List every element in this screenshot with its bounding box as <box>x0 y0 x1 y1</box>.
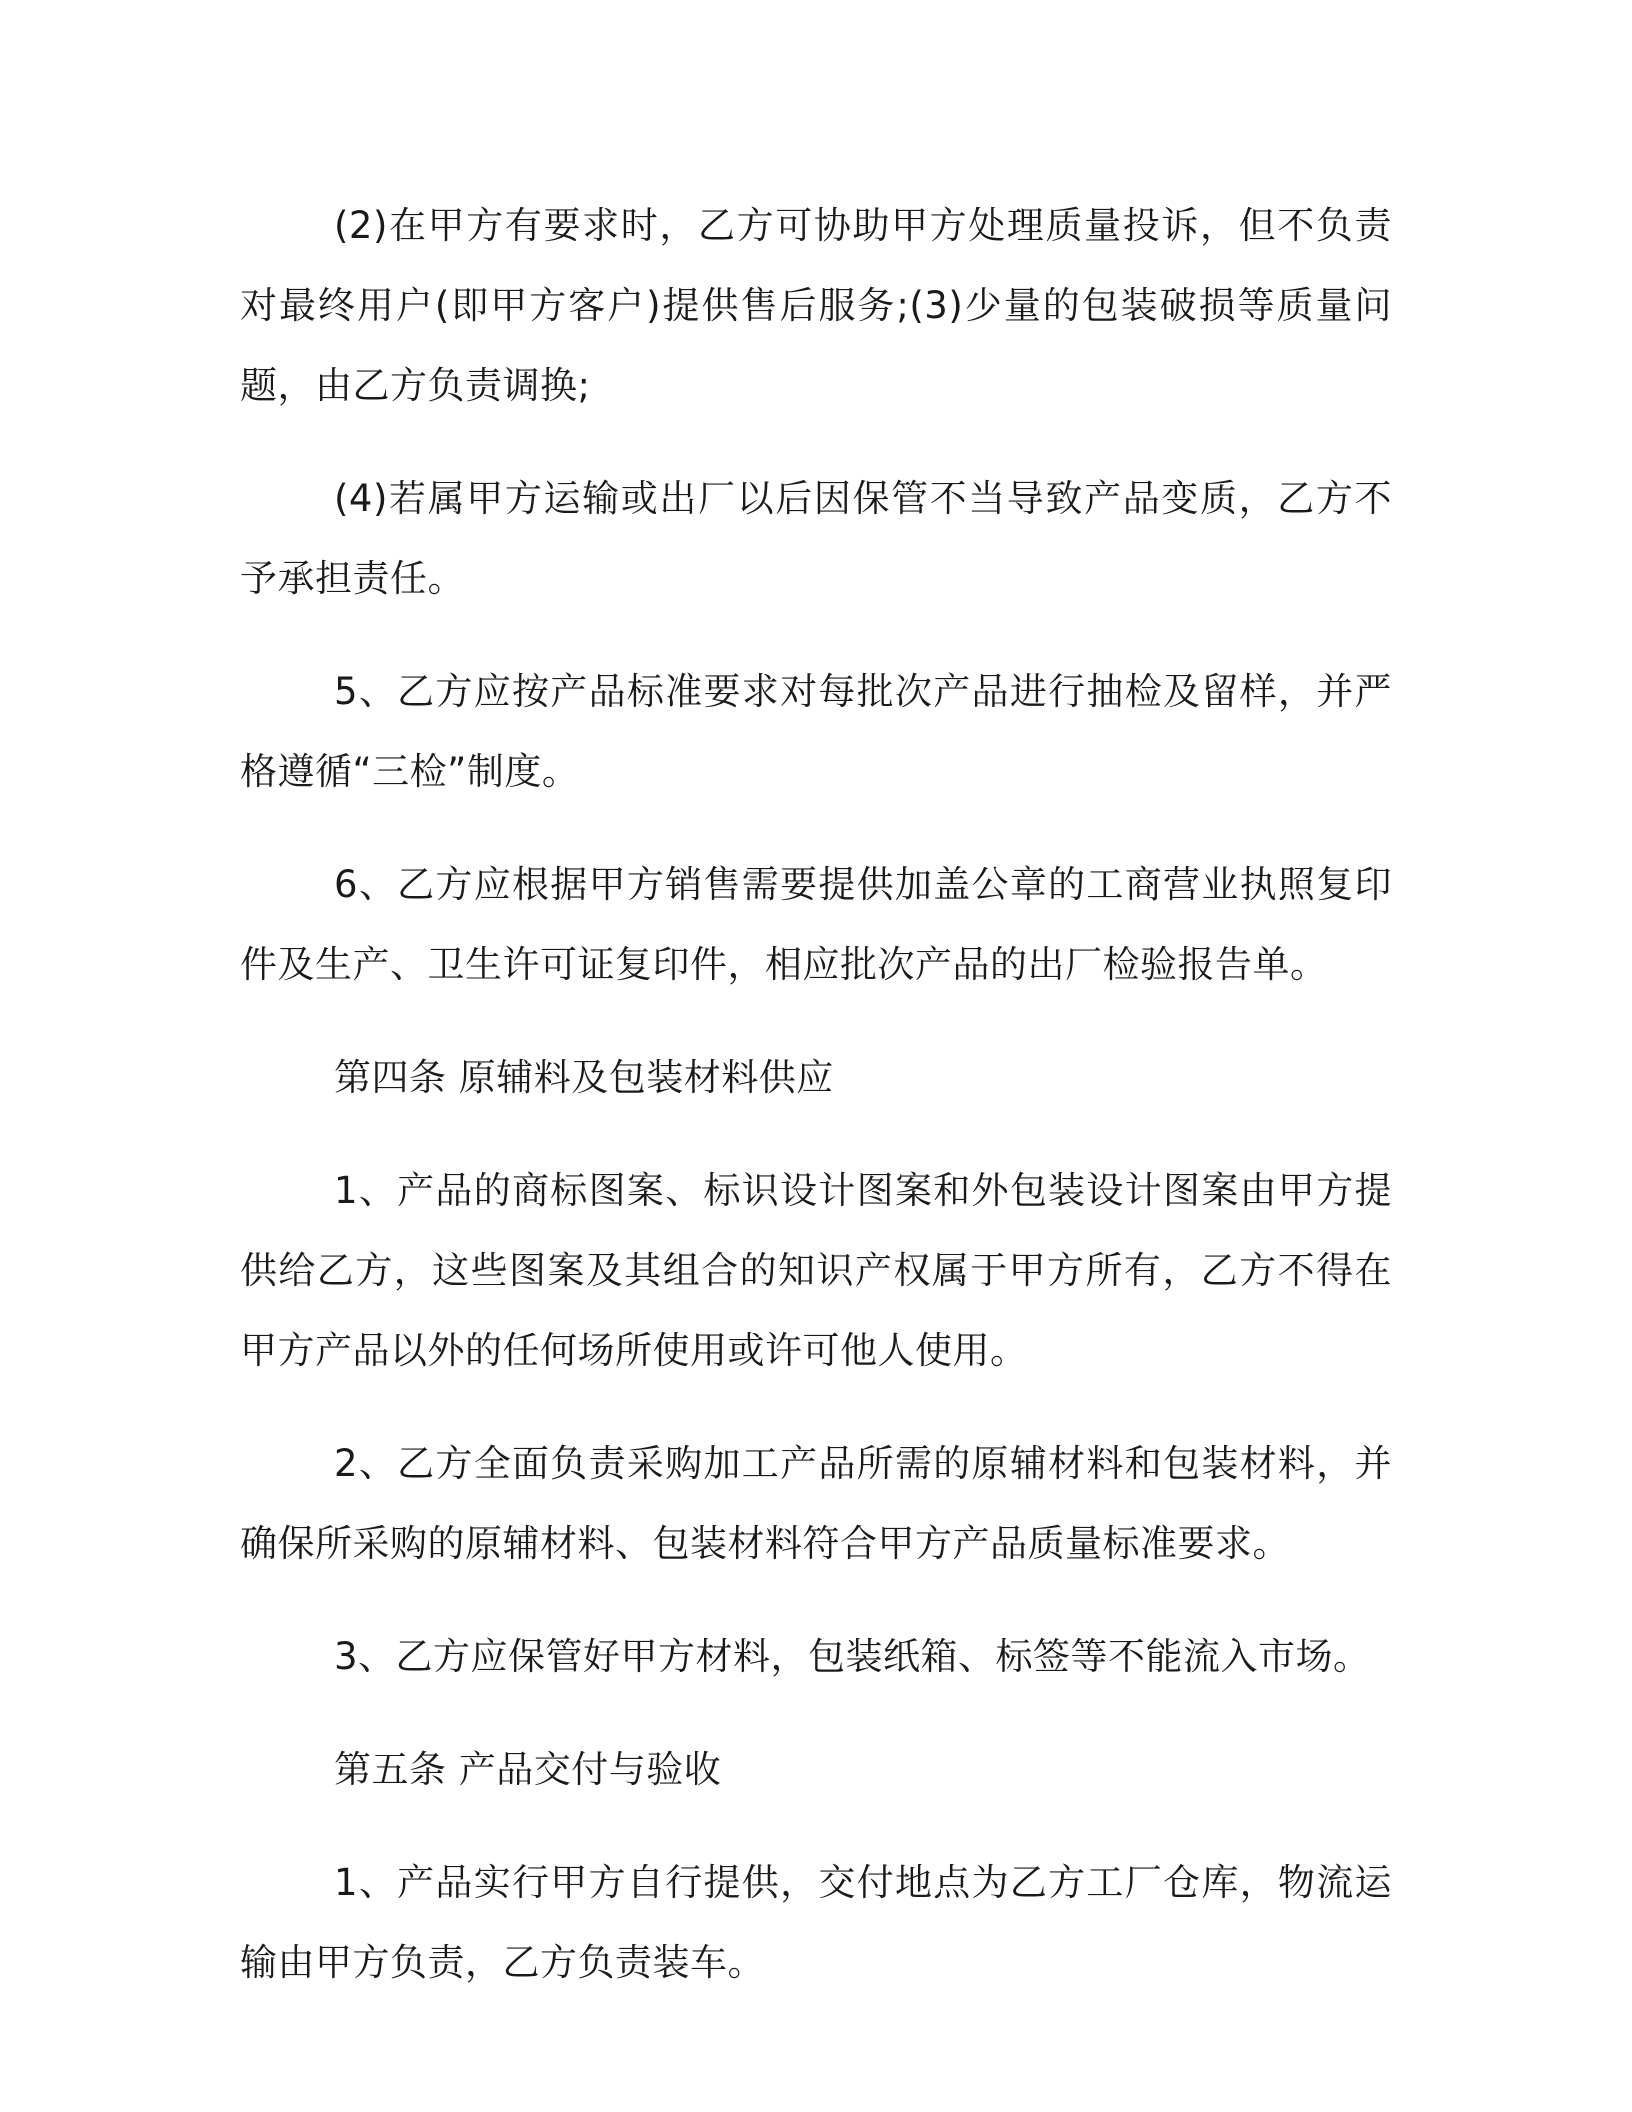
article-4-heading: 第四条 原辅料及包装材料供应 <box>334 1056 834 1099</box>
paragraph-sampling-inspection: 5、乙方应按产品标准要求对每批次产品进行抽检及留样，并严格遵循“三检”制度。 <box>240 670 1392 793</box>
paragraph-license-documents: 6、乙方应根据甲方销售需要提供加盖公章的工商营业执照复印件及生产、卫生许可证复印件，相应批次产品的出厂检验报告单。 <box>240 863 1392 986</box>
paragraph-material-custody: 3、乙方应保管好甲方材料，包装纸箱、标签等不能流入市场。 <box>334 1635 1371 1678</box>
paragraph-trademark-ip: 1、产品的商标图案、标识设计图案和外包装设计图案由甲方提供给乙方，这些图案及其组合的知识产权属于甲方所有，乙方不得在甲方产品以外的任何场所使用或许可他人使用。 <box>240 1169 1392 1372</box>
article-5-heading: 第五条 产品交付与验收 <box>334 1748 722 1791</box>
paragraph-transport-liability: (4)若属甲方运输或出厂以后因保管不当导致产品变质，乙方不予承担责任。 <box>240 477 1392 600</box>
paragraph-delivery-location: 1、产品实行甲方自行提供，交付地点为乙方工厂仓库，物流运输由甲方负责，乙方负责装车。 <box>240 1861 1392 1984</box>
paragraph-material-procurement: 2、乙方全面负责采购加工产品所需的原辅材料和包装材料，并确保所采购的原辅材料、包装材料符合甲方产品质量标准要求。 <box>240 1442 1392 1565</box>
paragraph-after-sales-service: (2)在甲方有要求时，乙方可协助甲方处理质量投诉，但不负责对最终用户(即甲方客户)提供售后服务;(3)少量的包装破损等质量问题，由乙方负责调换; <box>240 204 1392 407</box>
